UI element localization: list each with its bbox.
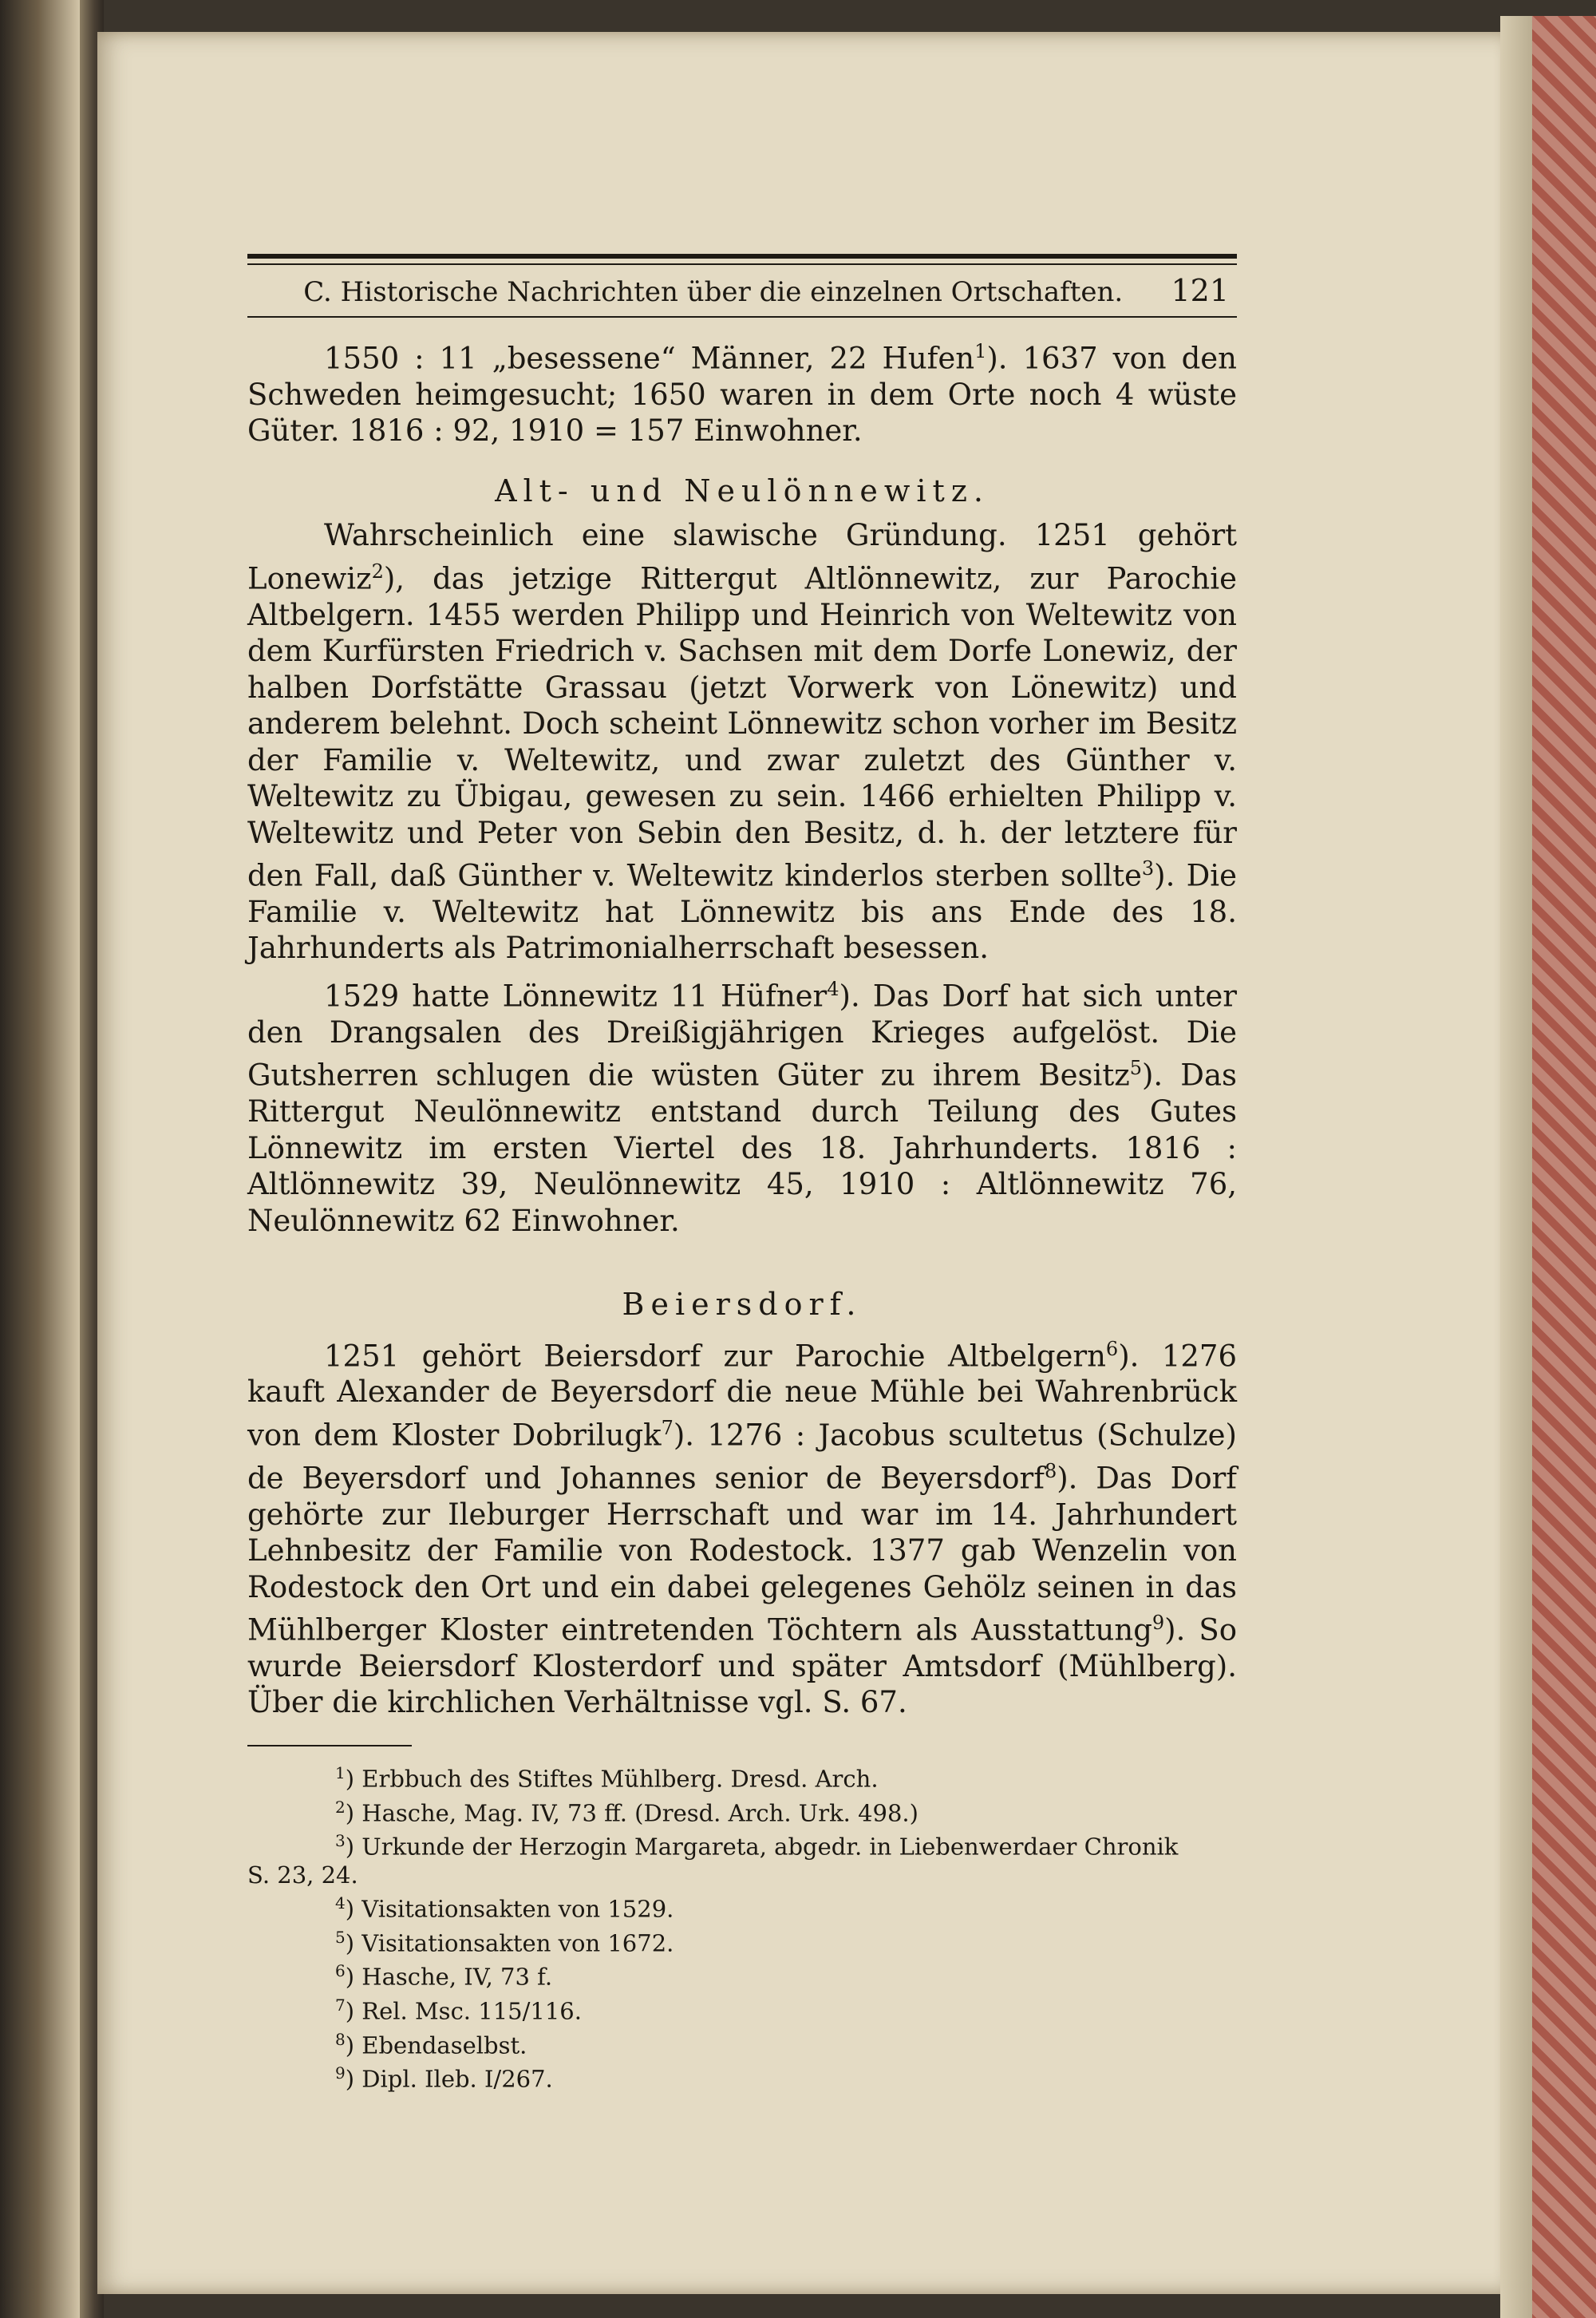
text-segment: ). Das Dorf gehörte zur Ileburger Herrschaft und war im 14. Jahrhundert Lehnbesitz der Familie von Rodestock. 1377 gab Wenzelin von Rodestock den Ort und ein dabei gelegenes Gehölz seinen in das Mühlberger Kloster eintretenden Töchtern als Ausstattung xyxy=(247,1461,1237,1648)
section-heading-lonnewitz: Alt- und Neulönnewitz. xyxy=(495,473,990,508)
footnote-ref: 8 xyxy=(1044,1459,1057,1482)
lonnewitz-paragraph-2 xyxy=(247,971,1237,1239)
running-head xyxy=(247,273,1237,318)
footnote-number: 5 xyxy=(335,1927,346,1947)
footnote-text: Rel. Msc. 115/116. xyxy=(361,1997,582,2025)
footnote: $^7$) Rel. Msc. 115/116. xyxy=(335,1995,582,2025)
text-segment: ), das jetzige Rittergut Altlönnewitz, zur Parochie Altbelgern. 1455 werden Philipp und Heinrich von Weltewitz von dem Kurfürsten Friedrich v. Sachsen mit dem Dorfe Lonewiz, der halben Dorfstätte Grassau (jetzt Vorwerk von Lönewitz) und anderem belehnt. Doch scheint Lönnewitz schon vorher im Besitz der Familie v. Weltewitz, und zwar zuletzt des Günther v. Weltewitz zu Übigau, gewesen zu sein. 1466 erhielten Philipp v. Weltewitz und Peter von Sebin den Besitz, d. h. der letztere für den Fall, daß Günther v. Weltewitz kinderlos sterben sollte xyxy=(247,561,1237,893)
footnote-number: 8 xyxy=(335,2029,346,2049)
footnote-ref: 7 xyxy=(661,1416,674,1439)
footnote-text: Erbbuch des Stiftes Mühlberg. Dresd. Arch. xyxy=(361,1765,879,1793)
footnote-text: Hasche, Mag. IV, 73 ff. (Dresd. Arch. Urk. 498.) xyxy=(361,1799,918,1827)
footnote-ref: 5 xyxy=(1129,1057,1142,1080)
footnote-number: 2 xyxy=(335,1797,346,1817)
text-segment: 1529 hatte Lönnewitz 11 Hüfner xyxy=(324,979,828,1014)
footnote-ref: 3 xyxy=(1141,857,1155,880)
page-content xyxy=(247,254,1237,2094)
footnote: $^6$) Hasche, IV, 73 f. xyxy=(335,1961,553,1991)
footnote: $^3$) Urkunde der Herzogin Margareta, abgedr. in Liebenwerdaer Chronik S. 23, 24. xyxy=(247,1831,1179,1889)
footnote: $^1$) Erbbuch des Stiftes Mühlberg. Dresd. Arch. xyxy=(335,1762,879,1793)
body-text xyxy=(247,334,1237,1721)
footnote: $^5$) Visitationsakten von 1672. xyxy=(335,1927,674,1957)
footnote-text: Urkunde der Herzogin Margareta, abgedr. in Liebenwerdaer Chronik xyxy=(361,1833,1179,1861)
footnotes xyxy=(247,1759,1237,2094)
running-head-title: C. Historische Nachrichten über die einzelnen Ortschaften. xyxy=(303,276,1124,308)
footnote-ref: 9 xyxy=(1152,1612,1165,1635)
footnote-number: 6 xyxy=(335,1961,346,1981)
intro-text-a: 1550 : 11 „besessene“ Männer, 22 Hufen xyxy=(324,341,975,376)
footnote-ref: 6 xyxy=(1105,1337,1119,1360)
footnote-number: 1 xyxy=(335,1762,346,1782)
text-segment: ). 1276 : Jacobus scultetus (Schulze) de Beyersdorf und Johannes senior de Beyersdorf xyxy=(247,1418,1237,1496)
text-segment: ). Das Dorf hat sich unter den Drangsalen des Dreißigjährigen Krieges aufgelöst. Die Gutsherren schlugen die wüsten Güter zu ihrem Besitz xyxy=(247,979,1237,1093)
page-stack-edge xyxy=(1500,16,1532,2318)
text-segment: ). Das Rittergut Neulönnewitz entstand durch Teilung des Gutes Lönnewitz im ersten Viertel des 18. Jahrhunderts. 1816 : Altlönnewitz 39, Neulönnewitz 45, 1910 : Altlönnewitz 76, Neulönnewitz 62 Einwohner. xyxy=(247,1058,1237,1238)
footnote-ref: 1 xyxy=(974,340,987,362)
footnote-number: 9 xyxy=(335,2063,346,2083)
page-number: 121 xyxy=(1171,273,1229,308)
footnote-ref: 2 xyxy=(371,560,384,583)
footnote-number: 7 xyxy=(335,1995,346,2015)
footnote: $^4$) Visitationsakten von 1529. xyxy=(335,1893,674,1923)
text-segment: ). Die Familie v. Weltewitz hat Lönnewitz bis ans Ende des 18. Jahrhunderts als Patrimonialherrschaft besessen. xyxy=(247,858,1238,966)
text-segment: ). So wurde Beiersdorf Klosterdorf und später Amtsdorf (Mühlberg). Über die kirchlichen Verhältnisse vgl. S. 67. xyxy=(247,1612,1237,1720)
footnote-ref: 4 xyxy=(827,977,839,1000)
footnote-text: Ebendaselbst. xyxy=(361,2031,527,2059)
footnote: $^2$) Hasche, Mag. IV, 73 ff. (Dresd. Arch. Urk. 498.) xyxy=(335,1797,918,1827)
header-rule-thin xyxy=(247,263,1237,265)
text-segment: Wahrscheinlich eine slawische Gründung. 1251 gehört Lonewiz xyxy=(247,518,1237,596)
lonnewitz-paragraph-1 xyxy=(247,517,1237,967)
text-segment: 1251 gehört Beiersdorf zur Parochie Altbelgern xyxy=(324,1338,1106,1373)
footnote-text-continued: S. 23, 24. xyxy=(247,1861,358,1889)
footnote-number: 3 xyxy=(335,1831,346,1851)
text-segment: ). 1276 kauft Alexander de Beyersdorf die neue Mühle bei Wahrenbrück von dem Kloster Dobrilugk xyxy=(247,1338,1237,1453)
beiersdorf-paragraph xyxy=(247,1331,1237,1721)
header-rule-thick xyxy=(247,254,1237,259)
footnote-text: Hasche, IV, 73 f. xyxy=(361,1963,553,1991)
intro-text-b: ). 1637 von den Schweden heimgesucht; 1650 waren in dem Orte noch 4 wüste Güter. 1816 : 92, 1910 = 157 Einwohner. xyxy=(247,341,1238,449)
footnote-text: Visitationsakten von 1672. xyxy=(361,1929,674,1957)
footnote: $^9$) Dipl. Ileb. I/267. xyxy=(335,2063,553,2093)
footnote-text: Dipl. Ileb. I/267. xyxy=(361,2065,553,2093)
footnote-text: Visitationsakten von 1529. xyxy=(361,1895,674,1923)
footnote-number: 4 xyxy=(335,1893,346,1913)
footnote-separator xyxy=(247,1745,412,1746)
footnote: $^8$) Ebendaselbst. xyxy=(335,2029,527,2059)
intro-paragraph xyxy=(247,334,1237,449)
section-heading-beiersdorf: Beiersdorf. xyxy=(622,1287,863,1323)
